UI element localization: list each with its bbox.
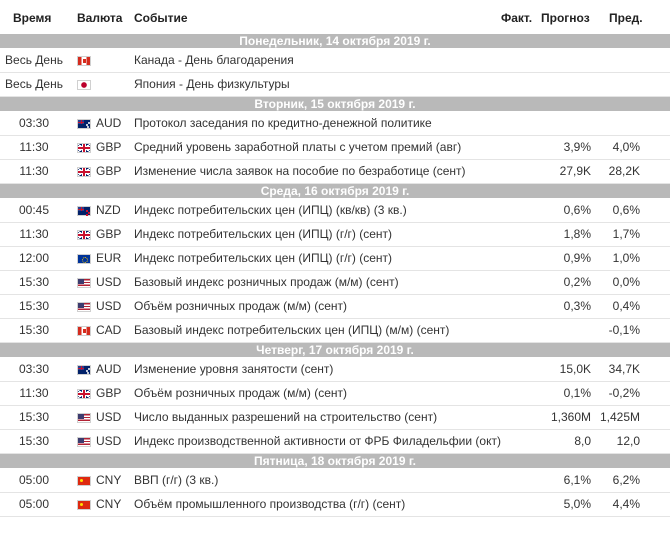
event-previous: 6,2%: [612, 473, 640, 487]
event-forecast: 0,3%: [563, 299, 591, 313]
eu-flag-icon: [77, 254, 91, 264]
event-row[interactable]: [0, 247, 670, 271]
event-forecast: 27,9K: [559, 164, 591, 178]
event-name-link[interactable]: Базовый индекс потребительских цен (ИПЦ) (м/м) (сент): [134, 323, 450, 337]
ca-flag-icon: [77, 56, 91, 66]
event-currency: GBP: [96, 227, 122, 241]
gb-flag-icon: [77, 389, 91, 399]
event-forecast: 0,9%: [563, 251, 591, 265]
us-flag-icon: [77, 278, 91, 288]
event-row[interactable]: [0, 469, 670, 493]
event-actual: [500, 136, 534, 159]
event-actual: [500, 493, 534, 516]
event-previous: 0,6%: [612, 203, 640, 217]
event-previous: 0,0%: [612, 275, 640, 289]
event-currency: [96, 73, 130, 96]
gb-flag-icon: [77, 143, 91, 153]
event-forecast: 3,9%: [563, 140, 591, 154]
event-time: 11:30: [19, 164, 49, 178]
event-currency: [96, 49, 130, 72]
event-currency: CAD: [96, 323, 122, 337]
country-flag-icon: [77, 326, 91, 336]
event-previous: -0,2%: [608, 386, 640, 400]
calendar-body: [0, 34, 670, 517]
day-header: Вторник, 15 октября 2019 г.: [0, 97, 670, 112]
calendar-header: [0, 0, 670, 34]
event-row[interactable]: [0, 295, 670, 319]
event-name-link[interactable]: Число выданных разрешений на строительство (сент): [134, 410, 438, 424]
event-time: 15:30: [18, 410, 50, 424]
event-forecast: 15,0K: [559, 362, 591, 376]
event-previous: 4,0%: [612, 140, 640, 154]
event-name-link[interactable]: ВВП (г/г) (3 кв.): [134, 473, 219, 487]
event-forecast: 5,0%: [563, 497, 591, 511]
event-name-link[interactable]: Объём промышленного производства (г/г) (сент): [134, 497, 406, 511]
event-actual: [500, 73, 534, 96]
event-forecast: [530, 49, 591, 72]
event-name-link[interactable]: Изменение уровня занятости (сент): [134, 362, 334, 376]
header-previous[interactable]: Пред.: [609, 11, 643, 25]
event-row[interactable]: [0, 319, 670, 343]
event-time: 03:30: [18, 116, 50, 130]
event-forecast: 1,8%: [563, 227, 591, 241]
event-currency: AUD: [96, 116, 122, 130]
event-name-link[interactable]: Индекс потребительских цен (ИПЦ) (г/г) (сент): [134, 227, 393, 241]
event-currency: USD: [96, 434, 122, 448]
event-actual: [500, 382, 534, 405]
event-row[interactable]: [0, 430, 670, 454]
event-currency: AUD: [96, 362, 122, 376]
event-name-link[interactable]: Индекс производственной активности от ФРБ Филадельфии (окт): [134, 434, 501, 448]
country-flag-icon: [77, 302, 91, 312]
event-row[interactable]: [0, 160, 670, 184]
country-flag-icon: [77, 254, 91, 264]
event-currency: GBP: [96, 386, 122, 400]
au-flag-icon: [77, 119, 91, 129]
event-actual: [500, 160, 534, 183]
event-actual: [500, 247, 534, 270]
jp-flag-icon: [77, 80, 91, 90]
gb-flag-icon: [77, 167, 91, 177]
event-currency: EUR: [96, 251, 122, 265]
event-currency: NZD: [96, 203, 121, 217]
event-previous: 1,0%: [612, 251, 640, 265]
event-name-link[interactable]: Протокол заседания по кредитно-денежной политике: [134, 116, 432, 130]
event-time: Весь День: [5, 53, 63, 67]
event-time: 12:00: [18, 251, 50, 265]
event-forecast: 0,1%: [563, 386, 591, 400]
event-time: 05:00: [18, 497, 50, 511]
event-row[interactable]: [0, 136, 670, 160]
header-time[interactable]: Время: [13, 11, 52, 25]
us-flag-icon: [77, 413, 91, 423]
event-time: 05:00: [18, 473, 50, 487]
event-previous: 1,7%: [612, 227, 640, 241]
country-flag-icon: [77, 389, 91, 399]
event-time: 00:45: [18, 203, 50, 217]
event-actual: [500, 271, 534, 294]
event-row[interactable]: [0, 406, 670, 430]
event-row[interactable]: [0, 493, 670, 517]
event-time: 15:30: [18, 323, 50, 337]
event-time: 11:30: [19, 227, 49, 241]
event-actual: [500, 406, 534, 429]
header-event[interactable]: Событие: [134, 11, 188, 25]
event-currency: CNY: [96, 473, 122, 487]
event-actual: [500, 112, 534, 135]
event-row[interactable]: [0, 199, 670, 223]
event-time: Весь День: [5, 77, 63, 91]
event-actual: [500, 49, 534, 72]
day-header: Пятница, 18 октября 2019 г.: [0, 454, 670, 469]
event-previous: 1,425M: [599, 410, 640, 424]
event-previous: 28,2K: [608, 164, 640, 178]
header-forecast[interactable]: Прогноз: [541, 11, 590, 25]
event-previous: [592, 49, 640, 72]
event-row[interactable]: [0, 73, 670, 97]
event-time: 15:30: [18, 299, 50, 313]
event-forecast: 8,0: [574, 434, 591, 448]
event-row[interactable]: [0, 223, 670, 247]
event-row[interactable]: [0, 382, 670, 406]
event-currency: CNY: [96, 497, 122, 511]
event-actual: [500, 469, 534, 492]
event-row[interactable]: [0, 49, 670, 73]
country-flag-icon: [77, 206, 91, 216]
country-flag-icon: [77, 500, 91, 510]
event-name-link[interactable]: Изменение числа заявок на пособие по безработице (сент): [134, 164, 466, 178]
event-name-link[interactable]: Канада - День благодарения: [134, 53, 294, 67]
us-flag-icon: [77, 437, 91, 447]
event-actual: [500, 199, 534, 222]
country-flag-icon: [77, 413, 91, 423]
day-header: Четверг, 17 октября 2019 г.: [0, 343, 670, 358]
event-name-link[interactable]: Япония - День физкультуры: [134, 77, 290, 91]
event-currency: USD: [96, 299, 122, 313]
event-forecast: [530, 319, 591, 342]
event-time: 15:30: [18, 434, 50, 448]
event-forecast: 0,6%: [563, 203, 591, 217]
nz-flag-icon: [77, 206, 91, 216]
au-flag-icon: [77, 365, 91, 375]
event-previous: 34,7K: [608, 362, 640, 376]
event-forecast: 1,360M: [550, 410, 591, 424]
event-row[interactable]: [0, 358, 670, 382]
event-currency: USD: [96, 275, 122, 289]
event-currency: USD: [96, 410, 122, 424]
event-currency: GBP: [96, 140, 122, 154]
event-actual: [500, 223, 534, 246]
event-name-link[interactable]: Объём розничных продаж (м/м) (сент): [134, 386, 348, 400]
event-forecast: [530, 73, 591, 96]
event-time: 15:30: [18, 275, 50, 289]
event-name-link[interactable]: Базовый индекс розничных продаж (м/м) (сент): [134, 275, 399, 289]
event-actual: [500, 430, 534, 453]
event-previous: 0,4%: [612, 299, 640, 313]
event-actual: [500, 295, 534, 318]
event-previous: 4,4%: [612, 497, 640, 511]
country-flag-icon: [77, 56, 91, 66]
country-flag-icon: [77, 365, 91, 375]
country-flag-icon: [77, 437, 91, 447]
event-actual: [500, 358, 534, 381]
event-name-link[interactable]: Средний уровень заработной платы с учетом премий (авг): [134, 140, 462, 154]
country-flag-icon: [77, 119, 91, 129]
event-row[interactable]: [0, 112, 670, 136]
cn-flag-icon: [77, 476, 91, 486]
country-flag-icon: [77, 167, 91, 177]
event-time: 11:30: [19, 140, 49, 154]
event-forecast: 6,1%: [563, 473, 591, 487]
country-flag-icon: [77, 278, 91, 288]
cn-flag-icon: [77, 500, 91, 510]
event-forecast: 0,2%: [563, 275, 591, 289]
event-previous: 12,0: [616, 434, 640, 448]
event-forecast: [530, 112, 591, 135]
event-previous: [592, 73, 640, 96]
event-previous: [592, 112, 640, 135]
event-name-link[interactable]: Индекс потребительских цен (ИПЦ) (г/г) (сент): [134, 251, 393, 265]
country-flag-icon: [77, 80, 91, 90]
event-previous: -0,1%: [608, 323, 640, 337]
country-flag-icon: [77, 230, 91, 240]
ca-flag-icon: [77, 326, 91, 336]
day-header: Среда, 16 октября 2019 г.: [0, 184, 670, 199]
header-currency[interactable]: Валюта: [77, 11, 123, 25]
gb-flag-icon: [77, 230, 91, 240]
event-name-link[interactable]: Объём розничных продаж (м/м) (сент): [134, 299, 348, 313]
event-currency: GBP: [96, 164, 122, 178]
country-flag-icon: [77, 476, 91, 486]
event-name-link[interactable]: Индекс потребительских цен (ИПЦ) (кв/кв) (3 кв.): [134, 203, 407, 217]
day-header: Понедельник, 14 октября 2019 г.: [0, 34, 670, 49]
event-time: 03:30: [18, 362, 50, 376]
header-actual[interactable]: Факт.: [501, 11, 533, 25]
event-time: 11:30: [19, 386, 49, 400]
event-row[interactable]: [0, 271, 670, 295]
country-flag-icon: [77, 143, 91, 153]
event-actual: [500, 319, 534, 342]
us-flag-icon: [77, 302, 91, 312]
